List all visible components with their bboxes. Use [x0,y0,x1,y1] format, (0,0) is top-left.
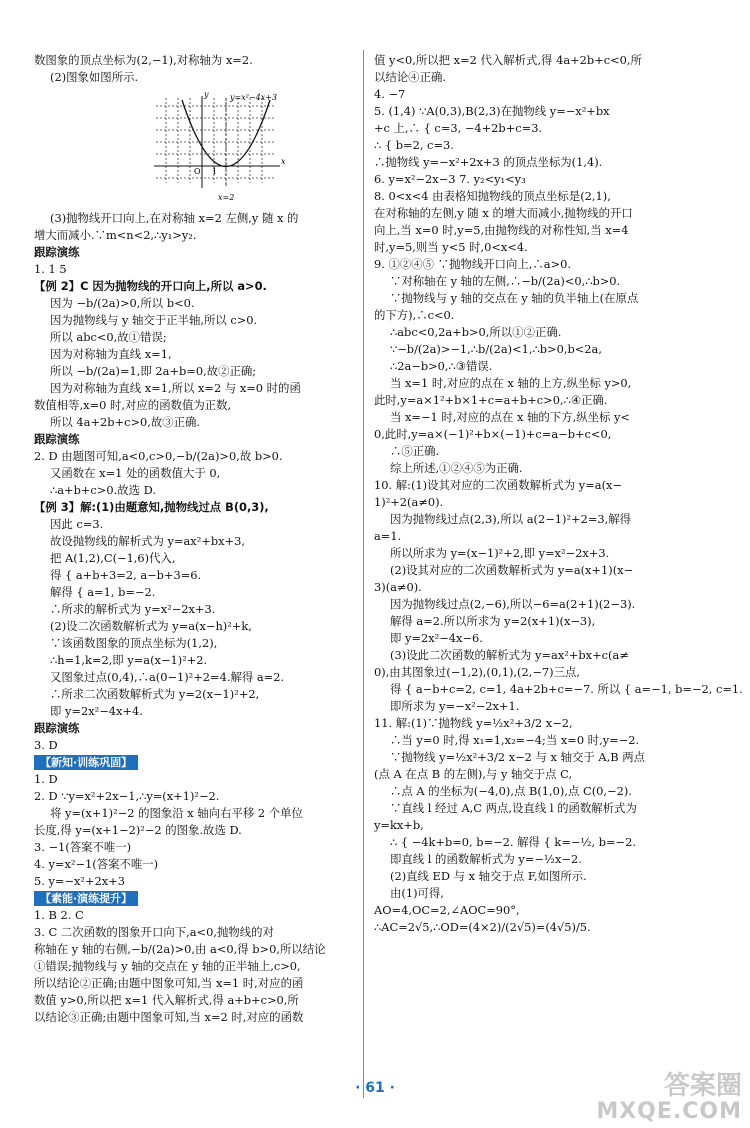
text-line: ①错误;抛物线与 y 轴的交点在 y 轴的正半轴上,c>0, [34,959,301,973]
text-line: 5. y=−x²+2x+3 [34,874,126,888]
text-line: ∴AC=2√5,∴OD=(4×2)/(2√5)=(4√5)/5. [374,920,591,934]
text-line: 6. y=x²−2x−3 7. y₂<y₁<y₃ [374,172,526,186]
section-banner: 【素能·演练提升】 [34,891,138,906]
text-line: ∴当 y=0 时,得 x₁=1,x₂=−4;当 x=0 时,y=−2. [390,733,640,747]
text-line: (2)图象如图所示. [50,70,139,84]
text-line: 由(1)可得, [390,886,444,900]
left-column [34,52,352,1026]
text-line: 因为抛物线与 y 轴交于正半轴,所以 c>0. [50,313,258,327]
text-line: ∴所求的解析式为 y=x²−2x+3. [50,602,216,616]
text-line: 得 { a−b+c=2, c=1, 4a+2b+c=−7. 所以 { a=−1, b=−2, c=1. [390,682,743,696]
text-line: y=kx+b, [374,818,424,832]
text-line: 【例 3】解:(1)由题意知,抛物线过点 B(0,3), [34,500,269,514]
text-line: 所以 4a+2b+c>0,故③正确. [50,415,201,429]
text-line: 5. (1,4) ∵A(0,3),B(2,3)在抛物线 y=−x²+bx [374,104,610,118]
text-line: 2. D 由题图可知,a<0,c>0,−b/(2a)>0,故 b>0. [34,449,283,463]
text-line: 3. D [34,738,58,752]
text-line: 数图象的顶点坐标为(2,−1),对称轴为 x=2. [34,53,253,67]
text-line: 所以 abc<0,故①错误; [50,330,167,344]
text-line: 1)²+2(a≠0). [374,495,444,509]
text-line: 解得 a=2.所以所求为 y=2(x+1)(x−3), [390,614,596,628]
text-line: 因为对称轴为直线 x=1,所以 x=2 与 x=0 时的函 [50,381,301,395]
text-line: ∴⑤正确. [390,444,440,458]
text-line: 此时,y=a×1²+b×1+c=a+b+c>0,∴④正确. [374,393,608,407]
text-line: 长度,得 y=(x+1−2)²−2 的图象.故选 D. [34,823,242,837]
text-line: 2. D ∵y=x²+2x−1,∴y=(x+1)²−2. [34,789,220,803]
text-line: ∵该函数图象的顶点坐标为(1,2), [50,636,218,650]
text-line: 4. y=x²−1(答案不唯一) [34,857,159,871]
text-line: 【例 2】C 因为抛物线的开口向上,所以 a>0. [34,279,267,293]
text-line: 在对称轴的左侧,y 随 x 的增大而减小,抛物线的开口 [374,206,633,220]
text-line: 1. D [34,772,58,786]
text-line: ∴h=1,k=2,即 y=a(x−1)²+2. [50,653,208,667]
text-line: 即 y=2x²−4x+4. [50,704,143,718]
graph-x-label: x [281,157,286,166]
text-line [34,890,352,907]
right-column [374,52,743,936]
text-line: 8. 0<x<4 由表格知抛物线的顶点坐标是(2,1), [374,189,611,203]
text-line: 以结论④正确. [374,70,446,84]
text-line: ∴ { −4k+b=0, b=−2. 解得 { k=−½, b=−2. [390,835,636,849]
text-line: 又图象过点(0,4),∴a(0−1)²+2=4.解得 a=2. [50,670,285,684]
text-line: 数值相等,x=0 时,对应的函数值为正数, [34,398,232,412]
text-line: ∵对称轴在 y 轴的左侧,∴−b/(2a)<0,∴b>0. [390,274,621,288]
text-line: 4. −7 [374,87,406,101]
text-line: 数值 y>0,所以把 x=1 代入解析式,得 a+b+c>0,所 [34,993,299,1007]
text-line: ∴ { b=2, c=3. [374,138,454,152]
text-line: 因为对称轴为直线 x=1, [50,347,172,361]
text-line: 0,此时,y=a×(−1)²+b×(−1)+c=a−b+c<0, [374,427,612,441]
watermark-url: MXQE.COM [596,1099,742,1124]
text-line: 跟踪演练 [34,245,80,259]
text-line: 所以 −b/(2a)=1,即 2a+b=0,故②正确; [50,364,257,378]
text-line: ∴a+b+c>0.故选 D. [50,483,156,497]
text-line: AO=4,OC=2,∠AOC=90°, [374,903,520,917]
column-divider [363,50,364,1098]
text-line: 解得 { a=1, b=−2. [50,585,156,599]
graph-y-label: y [204,90,209,99]
section-banner: 【新知·训练巩固】 [34,755,138,770]
text-line: 值 y<0,所以把 x=2 代入解析式,得 4a+2b+c<0,所 [374,53,642,67]
watermark [596,1072,742,1124]
text-line: 因此 c=3. [50,517,104,531]
text-line: 的下方),∴c<0. [374,308,455,322]
text-line: ∴2a−b>0,∴③错误. [390,359,493,373]
text-line: (3)抛物线开口向上,在对称轴 x=2 左侧,y 随 x 的 [50,211,299,225]
graph-origin: O [194,167,201,176]
text-line: 当 x=1 时,对应的点在 x 轴的上方,纵坐标 y>0, [390,376,632,390]
text-line: ∵抛物线与 y 轴的交点在 y 轴的负半轴上(在原点 [390,291,639,305]
text-line: ∴所求二次函数解析式为 y=2(x−1)²+2, [50,687,260,701]
text-line: ∵直线 l 经过 A,C 两点,设直线 l 的函数解析式为 [390,801,637,815]
text-line: 10. 解:(1)设其对应的二次函数解析式为 y=a(x− [374,478,622,492]
text-line: 3. C 二次函数的图象开口向下,a<0,抛物线的对 [34,925,274,939]
text-line: +c 上,∴ { c=3, −4+2b+c=3. [374,121,543,135]
text-line: (2)直线 ED 与 x 轴交于点 F,如图所示. [390,869,587,883]
text-line: 即直线 l 的函数解析式为 y=−½x−2. [390,852,582,866]
text-line: 即 y=2x²−4x−6. [390,631,483,645]
text-line: 跟踪演练 [34,721,80,735]
text-line: ∴抛物线 y=−x²+2x+3 的顶点坐标为(1,4). [374,155,603,169]
text-line: 11. 解:(1)∵抛物线 y=½x²+3/2 x−2, [374,716,573,730]
text-line: 因为抛物线过点(2,3),所以 a(2−1)²+2=3,解得 [390,512,632,526]
text-line: 0),由其图象过(−1,2),(0,1),(2,−7)三点, [374,665,581,679]
text-line: 称轴在 y 轴的右侧,−b/(2a)>0,由 a<0,得 b>0,所以结论 [34,942,326,956]
graph-tick-one: 1 [212,167,218,176]
text-line: ∴点 A 的坐标为(−4,0),点 B(1,0),点 C(0,−2). [390,784,632,798]
text-line: 3)(a≠0). [374,580,422,594]
text-line: 所以所求为 y=(x−1)²+2,即 y=x²−2x+3. [390,546,610,560]
text-line: 因为 −b/(2a)>0,所以 b<0. [50,296,195,310]
text-line: (2)设二次函数解析式为 y=a(x−h)²+k, [50,619,252,633]
text-line: (2)设其对应的二次函数解析式为 y=a(x+1)(x− [390,563,634,577]
text-line: ∵−b/(2a)>−1,∴b/(2a)<1,∴b>0,b<2a, [390,342,602,356]
text-line: 得 { a+b+3=2, a−b+3=6. [50,568,202,582]
text-line: 3. −1(答案不唯一) [34,840,132,854]
graph-axis-label: x=2 [218,193,235,202]
parabola-graph [146,88,296,208]
watermark-logo-text: 答案圈 [663,1071,742,1101]
text-line: 又函数在 x=1 处的函数值大于 0, [50,466,221,480]
page-number: · 61 · [355,1080,395,1096]
graph-equation: y=x²−4x+3 [230,93,278,102]
text-line: (点 A 在点 B 的左侧),与 y 轴交于点 C, [374,767,573,781]
text-line: 所以结论②正确;由题中图象可知,当 x=1 时,对应的函 [34,976,304,990]
text-line: 跟踪演练 [34,432,80,446]
text-line: 故设抛物线的解析式为 y=ax²+bx+3, [50,534,245,548]
text-line: 将 y=(x+1)²−2 的图象沿 x 轴向右平移 2 个单位 [50,806,303,820]
text-line: 以结论③正确;由题中图象可知,当 x=2 时,对应的函数 [34,1010,304,1024]
text-line: (3)设此二次函数的解析式为 y=ax²+bx+c(a≠ [390,648,629,662]
text-line: 9. ①②④⑤ ∵抛物线开口向上,∴a>0. [374,257,572,271]
text-line: 时,y=5,则当 y<5 时,0<x<4. [374,240,528,254]
text-line: a=1. [374,529,402,543]
text-line: 当 x=−1 时,对应的点在 x 轴的下方,纵坐标 y< [390,410,630,424]
text-line: 综上所述,①②④⑤为正确. [390,461,523,475]
text-line: ∵抛物线 y=½x²+3/2 x−2 与 x 轴交于 A,B 两点 [390,750,645,764]
text-line: 即所求为 y=−x²−2x+1. [390,699,520,713]
text-line: 增大而减小.∵m<n<2,∴y₁>y₂. [34,228,197,242]
text-line: ∴abc<0,2a+b>0,所以①②正确. [390,325,562,339]
text-line: 1. 1 5 [34,262,67,276]
text-line: 把 A(1,2),C(−1,6)代入, [50,551,176,565]
text-line [34,754,352,771]
text-line: 因为抛物线过点(2,−6),所以−6=a(2+1)(2−3). [390,597,636,611]
text-line: 1. B 2. C [34,908,84,922]
text-line: 向上,当 x=0 时,y=5,由抛物线的对称性知,当 x=4 [374,223,629,237]
